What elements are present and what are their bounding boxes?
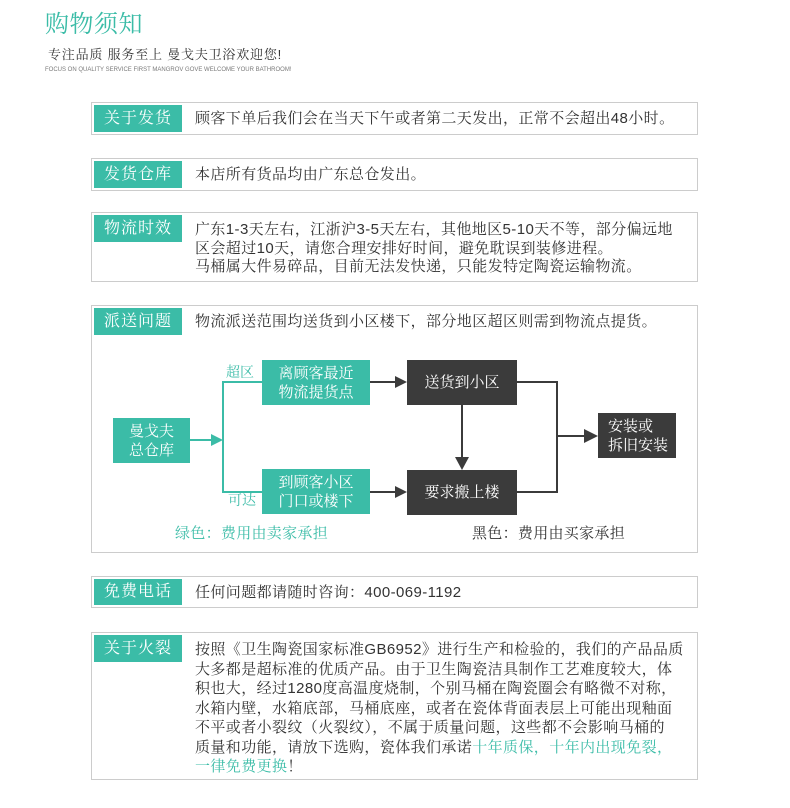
- doorstep-line: 到顾客小区: [278, 473, 354, 491]
- text-line: 水箱内壁，水箱底部，马桶底座，或者在瓷体背面表层上可能出现釉面: [195, 699, 673, 717]
- install-line: 拆旧安装: [608, 436, 669, 454]
- carry-upstairs-box: [407, 470, 517, 515]
- section-label-hotline: 免费电话: [94, 579, 182, 605]
- text-line: 按照《卫生陶瓷国家标准GB6952》进行生产和检验的，我们的产品品质: [195, 641, 684, 658]
- section-text-hotline: [195, 583, 462, 602]
- install-box: [598, 413, 676, 458]
- community-to-upstairs-arrowhead: [455, 457, 469, 470]
- warranty-end-text: ！: [287, 758, 303, 775]
- section-label-shipping: 关于发货: [94, 105, 182, 132]
- deliver-to-community-box: [407, 360, 517, 405]
- warranty-lead-text: 质量和功能，请放下选购，瓷体我们承诺: [195, 738, 473, 756]
- english-tagline: FOCUS ON QUALITY SERVICE FIRST MANGROV GOVE WELCOME YOUR BATHROOM!: [45, 65, 292, 73]
- section-text-logistics: [195, 221, 673, 277]
- pickup-point-box: [262, 360, 370, 405]
- section-text-fire-crack: [195, 640, 684, 777]
- install-line: 安装或: [608, 417, 654, 435]
- section-label-logistics: 物流时效: [94, 215, 182, 242]
- origin-line: 总仓库: [128, 441, 174, 459]
- text-line: 积也大，经过1280度高温度烧制，个别马桶在陶瓷圈会有略微不对称，: [195, 680, 677, 697]
- page-title: 购物须知: [45, 11, 143, 38]
- section-label-warehouse: 发货仓库: [94, 161, 182, 188]
- doorstep-line: 门口或楼下: [278, 492, 354, 510]
- warranty-highlight: 一律免费更换: [195, 758, 288, 775]
- pickup-line: 离顾客最近: [278, 364, 354, 382]
- section-label-delivery: 派送问题: [94, 308, 182, 335]
- legend-buyer-pays: 黑色：费用由买家承担: [472, 525, 626, 542]
- section-hotline: [91, 576, 698, 608]
- origin-line: 曼戈夫: [128, 422, 174, 440]
- text-line: 顾客下单后我们会在当天下午或者第二天发出，正常不会超出48小时。: [195, 110, 675, 127]
- section-logistics: [91, 212, 698, 282]
- branch-label-reachable: 可达: [228, 492, 256, 508]
- section-shipping: [91, 102, 698, 135]
- text-line: 物流派送范围均送货到小区楼下，部分地区超区则需到物流点提货。: [195, 313, 658, 330]
- page-subtitle: 专注品质 服务至上 曼戈夫卫浴欢迎您!: [48, 47, 283, 62]
- section-delivery: [91, 305, 698, 553]
- origin-arrowhead: [211, 434, 223, 446]
- deliver-to-community-label: 送货到小区: [424, 374, 500, 391]
- doorstep-box: [262, 469, 370, 514]
- section-label-fire-crack: 关于火裂: [94, 635, 182, 662]
- legend-seller-pays: 绿色：费用由卖家承担: [175, 525, 329, 542]
- doorstep-to-upstairs-arrowhead: [395, 486, 407, 498]
- pickup-to-community-arrowhead: [395, 376, 407, 388]
- text-line: [195, 757, 684, 777]
- section-text-shipping: [195, 109, 675, 128]
- text-line: 本店所有货品均由广东总仓发出。: [195, 166, 427, 183]
- text-line: 大多都是超标准的优质产品。由于卫生陶瓷洁具制作工艺难度较大，体: [195, 660, 673, 678]
- text-line: 马桶属大件易碎品，目前无法发快递，只能发特定陶瓷运输物流。: [195, 258, 642, 275]
- text-line: 广东1-3天左右，江浙沪3-5天左右，其他地区5-10天不等，部分偏远地: [195, 221, 673, 238]
- text-line: 区会超过10天，请您合理安排好时间，避免耽误到装修进程。: [195, 239, 613, 257]
- branch-label-out-of-area: 超区: [226, 364, 254, 380]
- text-line: 不平或者小裂纹（火裂纹），不属于质量问题，这些都不会影响马桶的: [195, 719, 665, 736]
- section-warehouse: [91, 158, 698, 191]
- section-fire-crack: [91, 632, 698, 780]
- text-line: [195, 738, 684, 758]
- merge-to-install-arrowhead: [584, 429, 598, 443]
- section-text-warehouse: [195, 165, 426, 184]
- hotline-text: 任何问题都请随时咨询：400-069-1192: [195, 584, 462, 601]
- origin-warehouse-box: [113, 418, 190, 463]
- pickup-line: 物流提货点: [278, 383, 354, 401]
- warranty-highlight: 十年质保，十年内出现免裂，: [472, 738, 673, 756]
- carry-upstairs-label: 要求搬上楼: [424, 484, 500, 501]
